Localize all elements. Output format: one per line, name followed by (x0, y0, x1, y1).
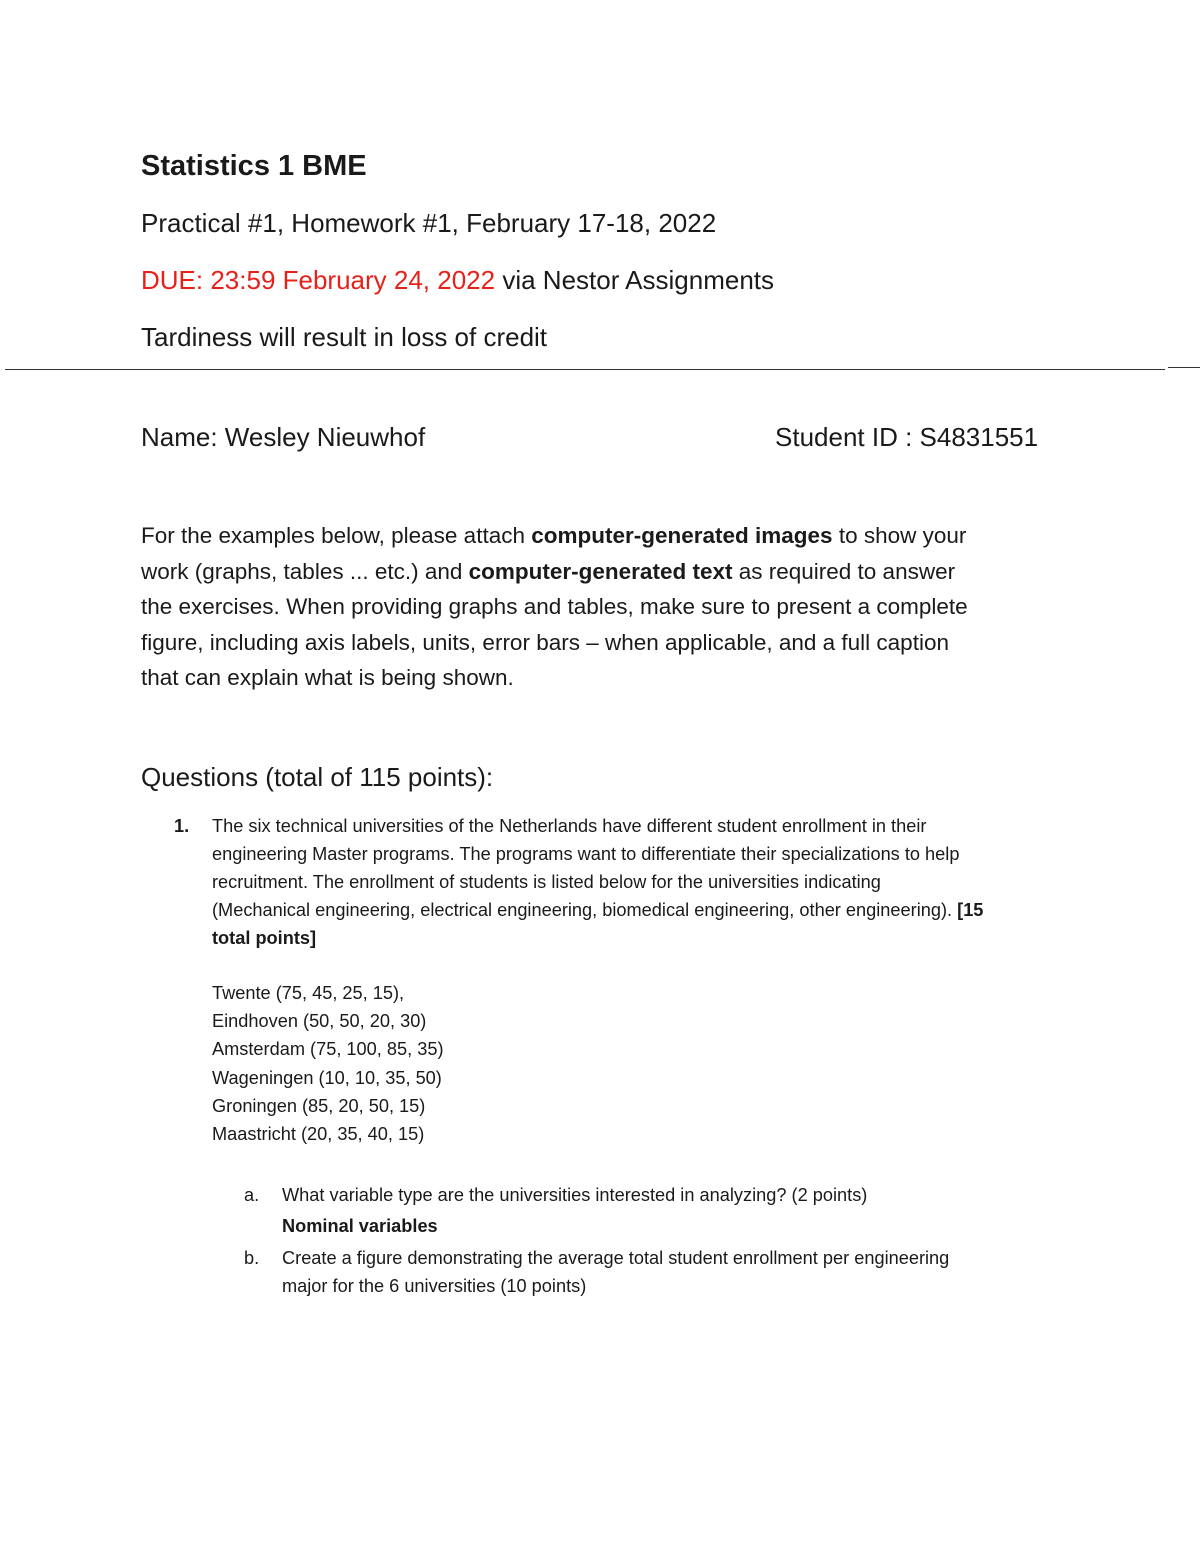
question-points: total points] (212, 928, 317, 948)
answer-text: Nominal variables (282, 1216, 438, 1236)
university-item: Maastricht (20, 35, 40, 15) (212, 1124, 425, 1145)
question-number: 1. (174, 816, 190, 836)
subquestion-letter: a. (244, 1185, 260, 1205)
instructions-line: that can explain what is being shown. (141, 665, 514, 691)
university-list (212, 979, 444, 1148)
horizontal-rule (5, 369, 1165, 370)
horizontal-rule-tail (1168, 367, 1200, 368)
question-text: (Mechanical engineering, electrical engineering, biomedical engineering, other engineering). (212, 900, 958, 920)
questions-heading: Questions (total of 115 points): (141, 762, 494, 792)
subquestion-line: Create a figure demonstrating the average total student enrollment per engineering (282, 1248, 950, 1268)
university-item: Wageningen (10, 10, 35, 50) (212, 1067, 442, 1088)
subquestion-text (282, 1244, 1082, 1300)
student-id: Student ID : S4831551 (775, 422, 1039, 452)
instructions-line: the exercises. When providing graphs and tables, make sure to present a complete (141, 594, 968, 620)
submission-method: via Nestor Assignments (495, 265, 774, 295)
document-subtitle: Practical #1, Homework #1, February 17-18, 2022 (141, 208, 717, 238)
instructions-text: For the examples below, please attach (141, 523, 532, 548)
instructions-line: figure, including axis labels, units, error bars – when applicable, and a full caption (141, 629, 949, 655)
subquestion-line: What variable type are the universities interested in analyzing? (2 points) (282, 1185, 868, 1205)
subquestion-letter: b. (244, 1248, 260, 1268)
due-date-line (141, 265, 774, 296)
university-item: Twente (75, 45, 25, 15), (212, 983, 405, 1003)
question-line: The six technical universities of the Netherlands have different student enrollment in their (212, 816, 927, 836)
instructions-emphasis: computer-generated images (531, 523, 833, 548)
student-name: Name: Wesley Nieuwhof (141, 422, 426, 452)
university-item: Amsterdam (75, 100, 85, 35) (212, 1039, 444, 1060)
due-date: DUE: 23:59 February 24, 2022 (141, 265, 496, 295)
question-line: engineering Master programs. The programs want to differentiate their specializations to help (212, 844, 960, 864)
question-points: [15 (957, 900, 984, 920)
tardiness-note: Tardiness will result in loss of credit (141, 322, 548, 352)
university-item: Groningen (85, 20, 50, 15) (212, 1095, 426, 1116)
question-1-text (212, 812, 1072, 952)
question-line: recruitment. The enrollment of students is listed below for the universities indicating (212, 872, 881, 892)
instructions-line (141, 554, 1071, 590)
instructions-paragraph (141, 518, 1071, 696)
instructions-text: to show your (832, 523, 967, 548)
subquestion-text (282, 1181, 1082, 1240)
instructions-emphasis: computer-generated text (468, 558, 733, 584)
question-line (212, 896, 1072, 924)
subquestion-line: major for the 6 universities (10 points) (282, 1276, 587, 1296)
instructions-text: as required to answer (732, 558, 956, 584)
instructions-text: work (graphs, tables ... etc.) and (141, 558, 469, 584)
university-item: Eindhoven (50, 50, 20, 30) (212, 1011, 427, 1032)
document-title: Statistics 1 BME (141, 150, 367, 182)
question-line (212, 924, 1072, 952)
instructions-line (141, 518, 1071, 554)
